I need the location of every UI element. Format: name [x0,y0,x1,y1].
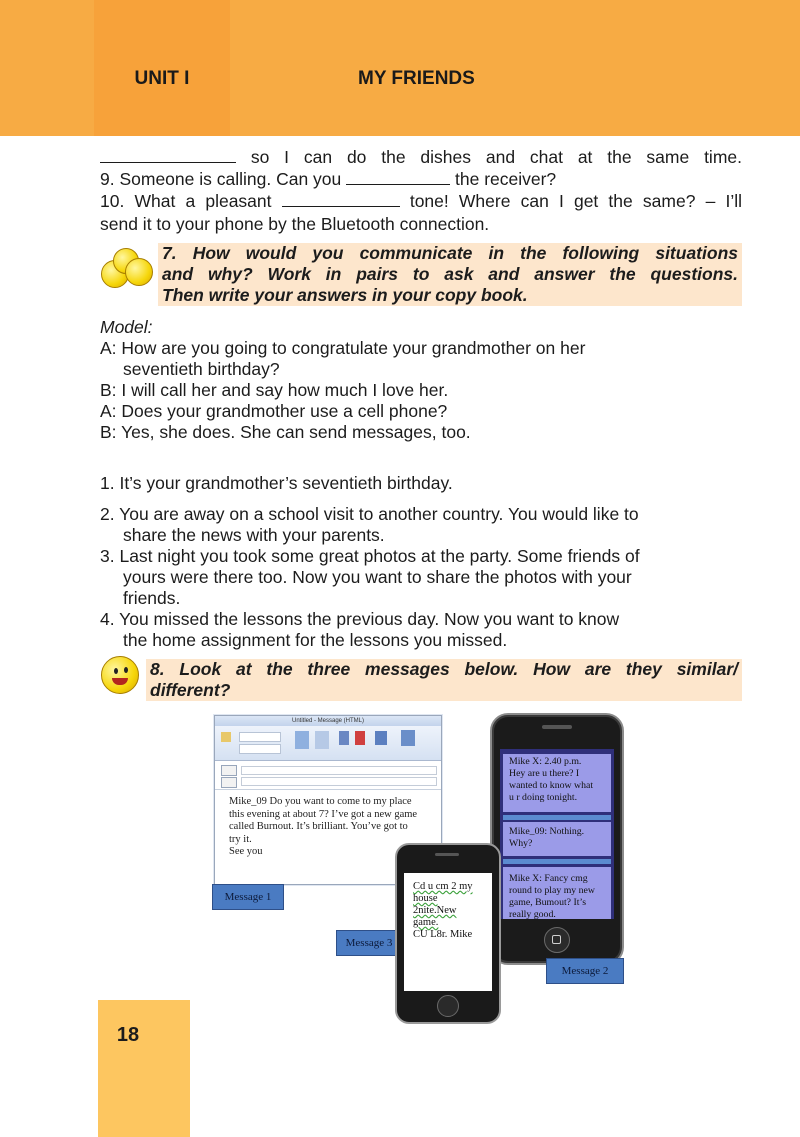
model-line: A: Does your grandmother use a cell phone? [100,401,448,421]
task-8-line: different? [150,680,231,700]
phone-2-screen [500,749,614,919]
sms-line: CU L8r. Mike [413,929,473,940]
message-2-label: Message 2 [546,958,624,984]
bubble-line: really good. [509,909,556,919]
bubble-line: round to play my new [509,885,595,896]
bubble-line: game, Bumout? It’s [509,897,587,908]
email-line: this evening at about 7? I’ve got a new game [229,808,418,820]
email-line: try it. [229,833,252,845]
model-line: B: I will call her and say how much I love her. [100,380,449,400]
line-text: the receiver? [455,169,557,189]
email-titlebar: Untitled - Message (HTML) [215,716,441,726]
chat-bubble [503,822,611,856]
phone-3 [395,843,501,1024]
situation-item: share the news with your parents. [123,525,385,545]
phone-3-screen [404,873,492,991]
chat-bubble [503,867,611,919]
model-label: Model: [100,317,153,337]
bubble-line: Mike X: 2.40 p.m. [509,756,582,767]
footer-box [98,1000,190,1137]
exercise-line-10b: send it to your phone by the Bluetooth connection. [100,214,490,234]
email-fields [215,761,441,790]
task-7-line: 7. How would you communicate in the following situations [162,243,738,263]
sms-line: Cd u cm 2 my [413,881,473,892]
message-1-label: Message 1 [212,884,284,910]
situation-item: friends. [123,588,181,608]
model-line: B: Yes, she does. She can send messages, too. [100,422,471,442]
answer-blank [282,191,400,207]
sms-line: 2nite.New [413,905,457,916]
home-button[interactable] [544,927,570,953]
task-7-line: Then write your answers in your copy book. [162,285,528,305]
task-8-box [146,659,742,701]
exercise-line-8 [100,146,742,168]
situation-item: yours were there too. Now you want to share the photos with your [123,567,632,587]
model-line: A: How are you going to congratulate your grandmother on her [100,338,586,358]
bubble-line: Why? [509,838,533,849]
unit-label: UNIT I [134,68,190,89]
line-text: 9. Someone is calling. Can you [100,169,342,189]
situation-item: the home assignment for the lessons you missed. [123,630,508,650]
chat-bubble [503,754,611,812]
home-button[interactable] [437,995,459,1017]
situation-item: 1. It’s your grandmother’s seventieth birthday. [100,473,453,493]
email-line: Mike_09 Do you want to come to my place [229,796,412,807]
sms-line: house [413,893,438,904]
line-text: so I can do the dishes and chat at the same time. [250,147,742,167]
situation-item: 3. Last night you took some great photos at the party. Some friends of [100,546,640,566]
phone-2 [490,713,624,965]
page-number: 18 [116,1024,140,1046]
bubble-line: Mike X: Fancy cmg [509,873,588,884]
situation-item: 2. You are away on a school visit to another country. You would like to [100,504,639,524]
smiley-icon [101,656,139,694]
answer-blank [100,147,236,163]
task-7-line: and why? Work in pairs to ask and answer the questions. [162,264,738,284]
pair-smileys-icon [101,246,153,290]
bubble-line: Hey are u there? I [509,768,580,779]
exercise-line-9 [100,168,556,190]
bubble-line: u r doing tonight. [509,792,578,803]
task-7-box [158,243,742,306]
unit-title: MY FRIENDS [358,68,475,89]
model-line: seventieth birthday? [123,359,280,379]
sms-line: game. [413,917,439,928]
line-text: tone! Where can I get the same? – I’ll [409,191,742,211]
bubble-line: Mike_09: Nothing. [509,826,585,837]
task-8-line: 8. Look at the three messages below. How are they similar/ [150,659,738,679]
message-3-label: Message 3 [336,930,402,956]
email-ribbon [215,726,441,761]
email-line: called Burnout. It’s brilliant. You’ve got to [229,821,408,832]
answer-blank [346,169,450,185]
bubble-line: wanted to know what [509,780,594,791]
exercise-line-10 [100,190,742,212]
situation-item: 4. You missed the lessons the previous day. Now you want to know [100,609,620,629]
line-text: 10. What a pleasant [100,191,272,211]
email-line: See you [229,846,263,857]
